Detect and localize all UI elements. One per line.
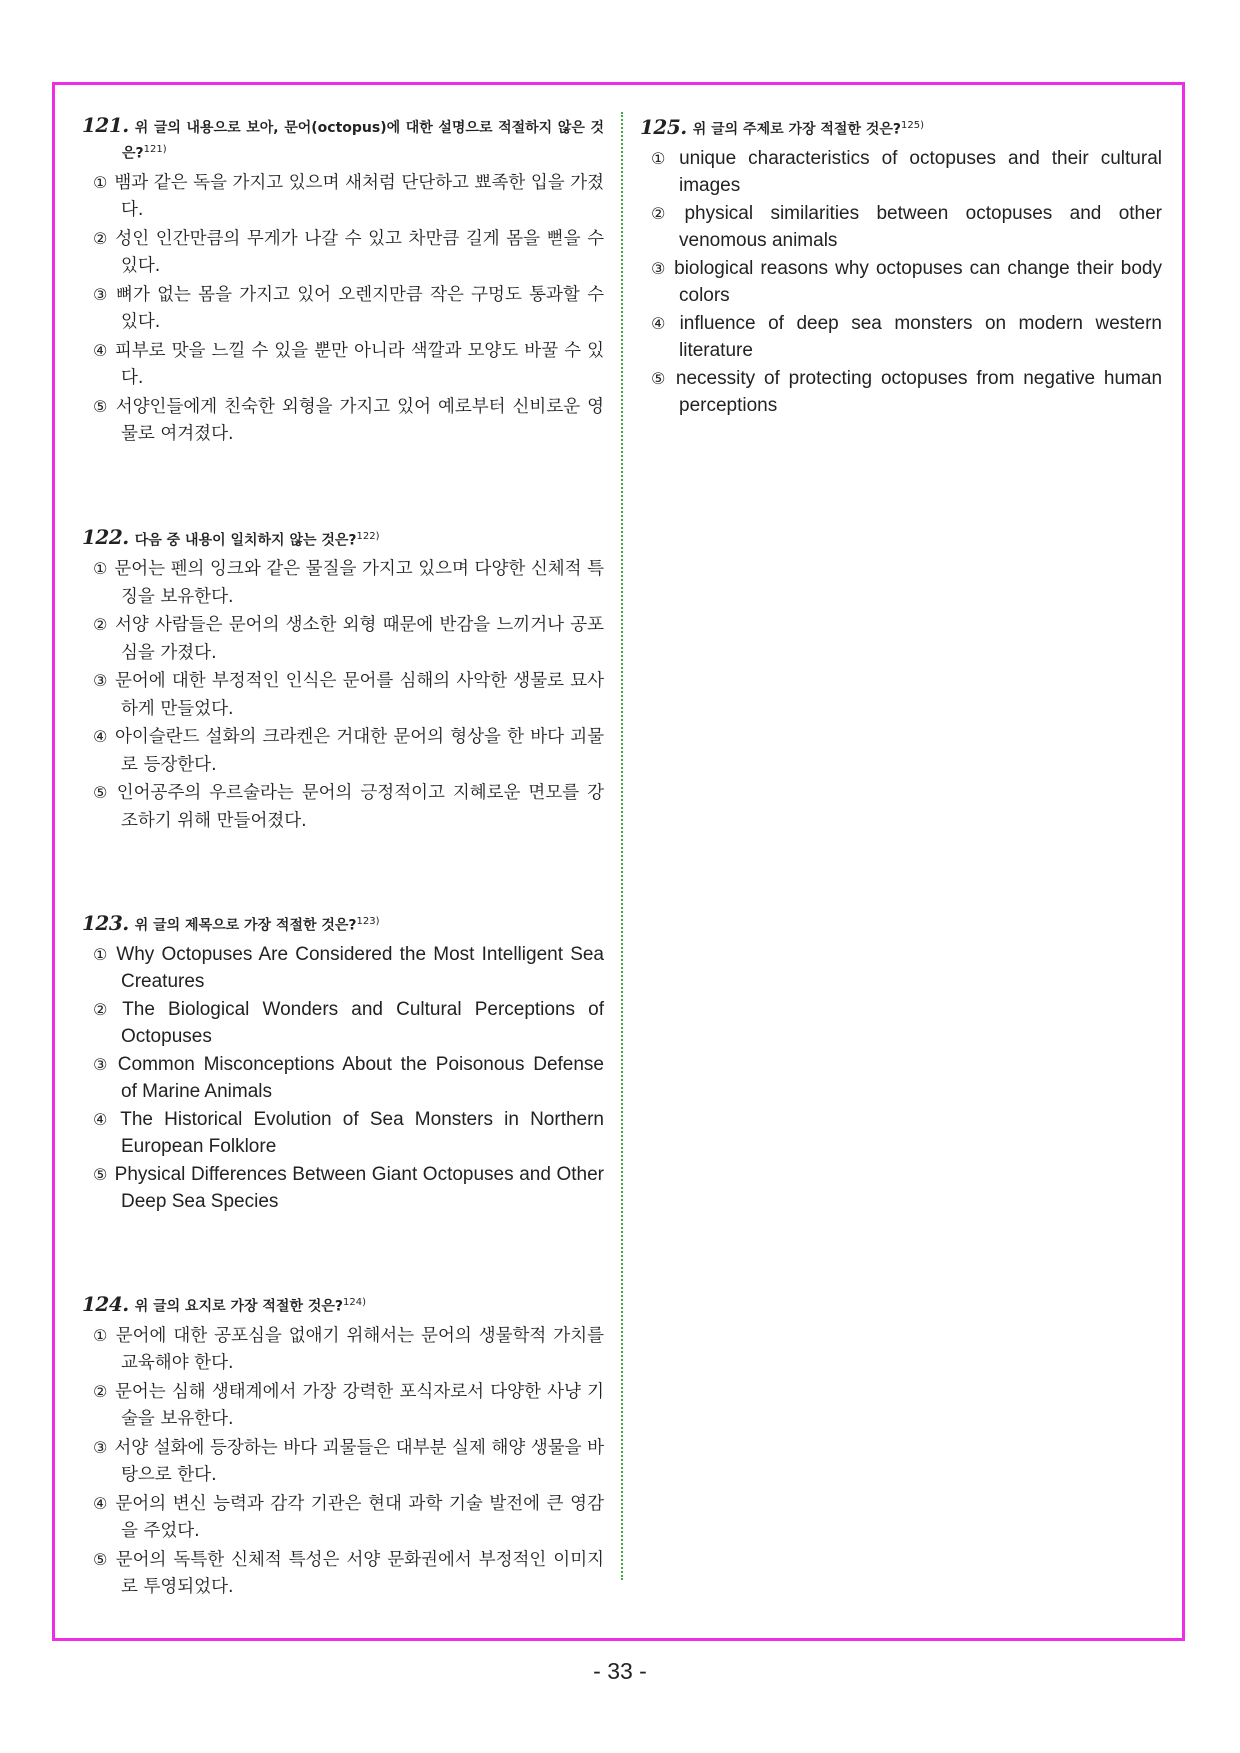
option-text: 아이슬란드 설화의 크라켄은 거대한 문어의 형상을 한 바다 괴물로 등장한다. bbox=[114, 727, 604, 775]
option-marker: ② bbox=[93, 999, 116, 1019]
question-prompt: 위 글의 내용으로 보아, 문어(octopus)에 대한 설명으로 적절하지 않은 것은? bbox=[122, 120, 604, 162]
option-2[interactable] bbox=[640, 200, 1162, 255]
option-3[interactable] bbox=[82, 281, 604, 337]
option-5[interactable] bbox=[82, 1546, 604, 1602]
option-text: physical similarities between octopuses and other venomous animals bbox=[679, 202, 1163, 252]
question-number: 124. bbox=[82, 1291, 129, 1316]
option-1[interactable] bbox=[640, 145, 1162, 200]
question-header bbox=[640, 115, 1162, 141]
option-4[interactable] bbox=[82, 723, 604, 779]
option-1[interactable] bbox=[82, 169, 604, 225]
option-text: 피부로 맛을 느낄 수 있을 뿐만 아니라 색깔과 모양도 바꿀 수 있다. bbox=[114, 340, 604, 389]
option-5[interactable] bbox=[640, 365, 1162, 420]
option-text: necessity of protecting octopuses from negative human perceptions bbox=[675, 367, 1163, 417]
option-2[interactable] bbox=[82, 225, 604, 281]
question-header bbox=[82, 1292, 604, 1318]
question-header bbox=[82, 911, 604, 937]
option-5[interactable] bbox=[82, 779, 604, 835]
option-marker: ⑤ bbox=[93, 1164, 108, 1184]
question-125 bbox=[640, 115, 1162, 420]
option-marker: ③ bbox=[93, 1054, 111, 1074]
option-5[interactable] bbox=[82, 1161, 604, 1216]
footnote-ref: 125) bbox=[901, 120, 925, 131]
option-marker: ⑤ bbox=[93, 396, 109, 416]
footnote-ref: 123) bbox=[356, 916, 380, 928]
footnote-ref: 122) bbox=[356, 530, 380, 542]
option-text: 서양 설화에 등장하는 바다 괴물들은 대부분 실제 해양 생물을 바탕으로 한다. bbox=[114, 1437, 605, 1486]
option-list bbox=[82, 555, 604, 835]
question-prompt: 위 글의 요지로 가장 적절한 것은? bbox=[134, 1298, 344, 1315]
option-text: influence of deep sea monsters on modern western literature bbox=[679, 312, 1162, 362]
question-prompt: 위 글의 주제로 가장 적절한 것은? bbox=[692, 121, 902, 138]
question-prompt: 위 글의 제목으로 가장 적절한 것은? bbox=[134, 917, 357, 934]
right-column bbox=[640, 115, 1162, 420]
option-2[interactable] bbox=[82, 1378, 604, 1434]
page-number: - 33 - bbox=[593, 1658, 647, 1684]
option-list bbox=[82, 1322, 604, 1602]
option-marker: ③ bbox=[651, 258, 668, 278]
option-marker: ① bbox=[93, 559, 108, 579]
left-column bbox=[82, 115, 604, 1602]
option-text: Common Misconceptions About the Poisonous Defense of Marine Animals bbox=[117, 1053, 604, 1103]
option-list bbox=[640, 145, 1162, 420]
question-124 bbox=[82, 1292, 604, 1602]
question-prompt: 다음 중 내용이 일치하지 않는 것은? bbox=[134, 532, 357, 549]
option-marker: ④ bbox=[93, 727, 108, 747]
question-number: 121. bbox=[82, 113, 129, 137]
option-3[interactable] bbox=[82, 1434, 604, 1490]
option-1[interactable] bbox=[82, 1322, 604, 1378]
option-text: 문어는 심해 생태계에서 가장 강력한 포식자로서 다양한 사냥 기술을 보유한다. bbox=[114, 1381, 604, 1430]
option-list bbox=[82, 169, 604, 449]
option-2[interactable] bbox=[82, 996, 604, 1051]
option-text: 서양 사람들은 문어의 생소한 외형 때문에 반감을 느끼거나 공포심을 가졌다. bbox=[114, 615, 604, 663]
option-marker: ⑤ bbox=[651, 368, 669, 388]
option-marker: ① bbox=[93, 1325, 109, 1345]
option-2[interactable] bbox=[82, 611, 604, 667]
option-marker: ③ bbox=[93, 1437, 108, 1457]
option-3[interactable] bbox=[82, 667, 604, 723]
option-text: 인어공주의 우르술라는 문어의 긍정적이고 지혜로운 면모를 강조하기 위해 만들어졌다. bbox=[116, 783, 605, 831]
option-marker: ② bbox=[93, 1381, 108, 1401]
option-text: 뼈가 없는 몸을 가지고 있어 오렌지만큼 작은 구멍도 통과할 수 있다. bbox=[116, 284, 604, 333]
option-text: biological reasons why octopuses can change their body colors bbox=[674, 257, 1163, 307]
option-list bbox=[82, 941, 604, 1216]
question-header bbox=[82, 115, 604, 165]
option-1[interactable] bbox=[82, 941, 604, 996]
option-text: The Biological Wonders and Cultural Perceptions of Octopuses bbox=[121, 998, 604, 1048]
question-123 bbox=[82, 911, 604, 1216]
option-marker: ② bbox=[93, 615, 108, 635]
option-text: 문어에 대한 부정적인 인식은 문어를 심해의 사악한 생물로 묘사하게 만들었다. bbox=[114, 671, 604, 719]
option-text: Physical Differences Between Giant Octopuses and Other Deep Sea Species bbox=[114, 1163, 604, 1213]
option-text: 문어는 펜의 잉크와 같은 물질을 가지고 있으며 다양한 신체적 특징을 보유한다. bbox=[114, 559, 605, 607]
option-text: The Historical Evolution of Sea Monsters in Northern European Folklore bbox=[120, 1108, 604, 1158]
option-marker: ① bbox=[93, 944, 110, 964]
question-122 bbox=[82, 526, 604, 836]
question-header bbox=[82, 526, 604, 552]
option-marker: ③ bbox=[93, 284, 110, 304]
question-number: 125. bbox=[640, 114, 687, 139]
option-1[interactable] bbox=[82, 555, 604, 611]
option-text: 문어의 독특한 신체적 특성은 서양 문화권에서 부정적인 이미지로 투영되었다. bbox=[115, 1549, 605, 1598]
option-text: Why Octopuses Are Considered the Most Intelligent Sea Creatures bbox=[116, 943, 604, 993]
option-text: 성인 인간만큼의 무게가 나갈 수 있고 차만큼 길게 몸을 뻗을 수 있다. bbox=[115, 228, 604, 277]
option-marker: ⑤ bbox=[93, 783, 110, 803]
option-marker: ④ bbox=[651, 313, 673, 333]
column-divider bbox=[621, 112, 623, 1580]
question-number: 122. bbox=[82, 525, 129, 550]
option-marker: ① bbox=[651, 148, 673, 168]
option-4[interactable] bbox=[82, 1490, 604, 1546]
option-marker: ② bbox=[651, 203, 678, 223]
option-marker: ② bbox=[93, 228, 109, 248]
option-text: unique characteristics of octopuses and their cultural images bbox=[679, 147, 1162, 197]
option-text: 문어에 대한 공포심을 없애기 위해서는 문어의 생물학적 가치를 교육해야 한다. bbox=[115, 1325, 605, 1374]
option-3[interactable] bbox=[82, 1051, 604, 1106]
option-3[interactable] bbox=[640, 255, 1162, 310]
option-text: 뱀과 같은 독을 가지고 있으며 새처럼 단단하고 뾰족한 입을 가졌다. bbox=[114, 172, 605, 221]
option-marker: ④ bbox=[93, 340, 108, 360]
option-text: 문어의 변신 능력과 감각 기관은 현대 과학 기술 발전에 큰 영감을 주었다. bbox=[115, 1493, 604, 1542]
question-number: 123. bbox=[82, 910, 129, 935]
option-4[interactable] bbox=[640, 310, 1162, 365]
option-4[interactable] bbox=[82, 337, 604, 393]
option-5[interactable] bbox=[82, 393, 604, 449]
option-text: 서양인들에게 친숙한 외형을 가지고 있어 예로부터 신비로운 영물로 여겨졌다. bbox=[115, 396, 605, 445]
footnote-ref: 124) bbox=[343, 1296, 367, 1308]
option-4[interactable] bbox=[82, 1106, 604, 1161]
footnote-ref: 121) bbox=[143, 144, 167, 155]
question-121 bbox=[82, 115, 604, 449]
option-marker: ④ bbox=[93, 1109, 114, 1129]
option-marker: ④ bbox=[93, 1493, 109, 1513]
option-marker: ⑤ bbox=[93, 1549, 109, 1569]
option-marker: ③ bbox=[93, 671, 108, 691]
option-marker: ① bbox=[93, 172, 108, 192]
